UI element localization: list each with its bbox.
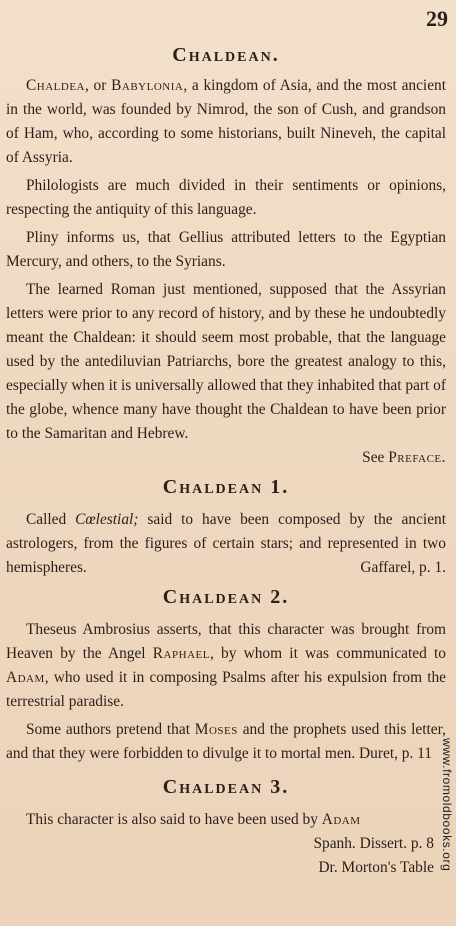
paragraph-learned-roman: The learned Roman just mentioned, supposed that the Assyrian letters were prior to any record of history, and by these he undoubtedly meant the Chaldean: it should seem most probable, that the language used by the antediluvian Patriarchs, bore the greatest analogy to this, especially when it is universally allowed that they inhabited that part of the globe, whence many have thought the Chaldean to have been prior to the Samaritan and Hebrew. xyxy=(6,281,446,442)
section-heading-chaldean-3: Chaldean 3. xyxy=(162,776,290,798)
citation-morton: Dr. Morton's Table xyxy=(318,859,434,876)
paragraph-philologists: Philologists are much divided in their sentiments or opinions, respecting the antiquity of this language. xyxy=(6,177,446,218)
paragraph-pliny: Pliny informs us, that Gellius attributed letters to the Egyptian Mercury, and others, to the Syrians. xyxy=(6,229,446,270)
citation-spanheim: Spanh. Dissert. p. 8 xyxy=(313,835,434,852)
section-heading-chaldean-1: Chaldean 1. xyxy=(162,476,290,498)
see-preface-reference: See Preface. xyxy=(362,449,446,466)
paragraph-chaldean-3: This character is also said to have been used by Adam xyxy=(26,811,361,828)
section-heading-chaldean: Chaldean. xyxy=(172,44,280,66)
paragraph-theseus: Theseus Ambrosius asserts, that this character was brought from Heaven by the Angel Raphael, by whom it was communicated to Adam, who used it in composing Psalms after his expulsion from the terrestrial paradise. xyxy=(6,621,446,710)
page-content xyxy=(6,36,446,880)
paragraph-some-authors: Some authors pretend that Moses and the prophets used this letter, and that they were forbidden to divulge it to mortal men. xyxy=(6,721,446,762)
paragraph-chaldean-1: Called Cœlestial; said to have been composed by the ancient astrologers, from the figures of certain stars; and represented in two hemispheres. xyxy=(6,511,446,576)
section-heading-chaldean-2: Chaldean 2. xyxy=(162,586,290,608)
watermark-text: www.fromoldbooks.org xyxy=(440,738,454,872)
term-raphael: Raphael xyxy=(152,645,210,662)
citation-duret: Duret, p. 11 xyxy=(359,745,432,762)
term-adam: Adam xyxy=(6,669,45,686)
term-coelestial: Cœlestial; xyxy=(75,511,139,528)
term-adam-2: Adam xyxy=(321,811,361,828)
page-number: 29 xyxy=(426,6,448,31)
paragraph-chaldea-intro: Chaldea, or Babylonia, a kingdom of Asia, and the most ancient in the world, was founded by Nimrod, the son of Cush, and grandson of Ham, who, according to some historians, built Nineveh, the capital of Assyria. xyxy=(6,77,446,166)
term-babylonia: Babylonia xyxy=(111,77,184,94)
term-chaldea: Chaldea xyxy=(26,77,85,94)
citation-gaffarel: Gaffarel, p. 1. xyxy=(360,559,446,576)
term-moses: Moses xyxy=(194,721,238,738)
